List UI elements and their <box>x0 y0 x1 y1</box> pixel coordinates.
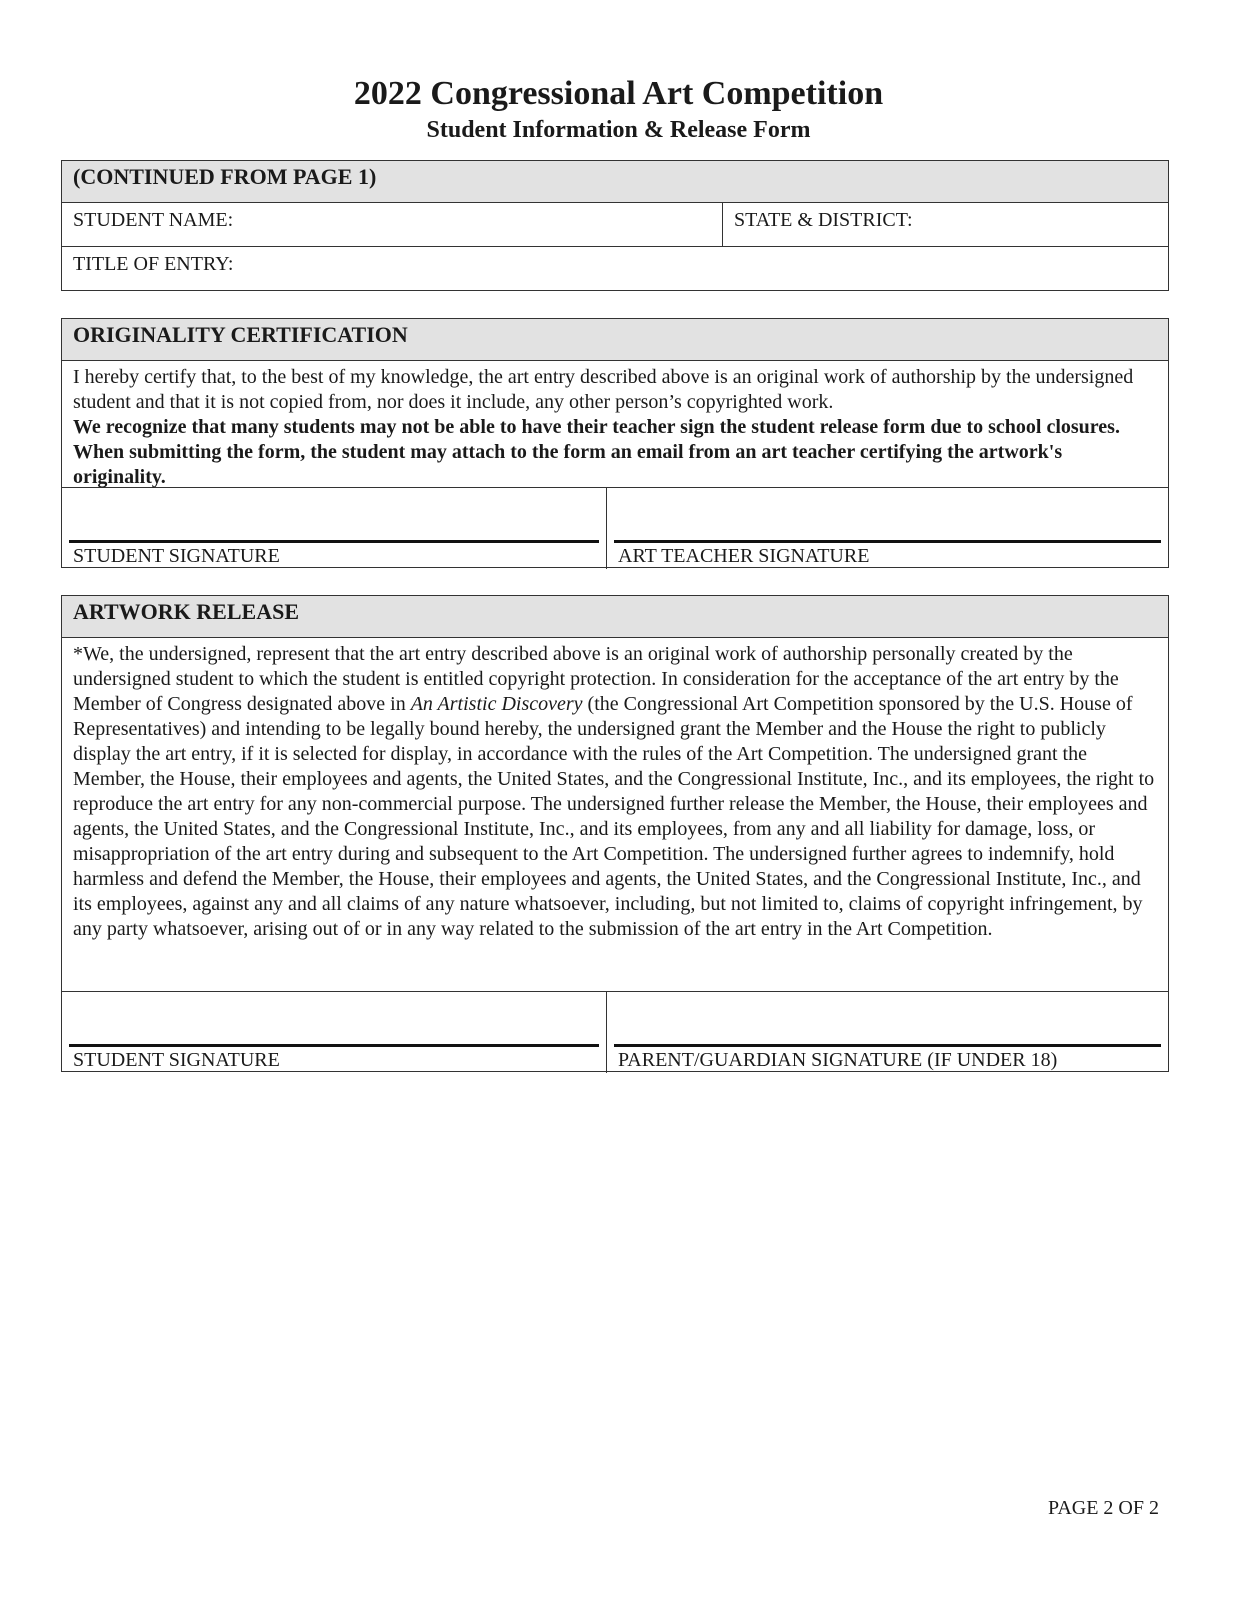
student-name-label: STUDENT NAME: <box>73 209 234 231</box>
art-teacher-signature-label: ART TEACHER SIGNATURE <box>618 545 870 567</box>
art-teacher-signature-field[interactable] <box>607 488 1168 569</box>
student-signature-label: STUDENT SIGNATURE <box>73 545 280 567</box>
signature-line <box>614 1044 1161 1047</box>
release-student-signature-field[interactable] <box>62 992 607 1073</box>
originality-statement: I hereby certify that, to the best of my knowledge, the art entry described above is an original work of authorship by the undersigned student and that it is not copied from, nor does it include, any other person’s copyrighted work. <box>73 366 1134 413</box>
parent-guardian-signature-field[interactable] <box>607 992 1168 1073</box>
originality-heading: ORIGINALITY CERTIFICATION <box>62 319 1168 361</box>
release-student-signature-label: STUDENT SIGNATURE <box>73 1049 280 1071</box>
release-signature-row <box>62 991 1168 1073</box>
originality-section <box>61 318 1169 568</box>
state-district-field[interactable] <box>723 203 1168 246</box>
signature-line <box>614 540 1161 543</box>
title-entry-row <box>62 247 1168 290</box>
parent-guardian-signature-label: PARENT/GUARDIAN SIGNATURE (IF UNDER 18) <box>618 1049 1058 1071</box>
title-of-entry-label: TITLE OF ENTRY: <box>73 253 234 275</box>
signature-line <box>69 540 599 543</box>
page-number: PAGE 2 OF 2 <box>1048 1497 1159 1519</box>
artwork-release-heading: ARTWORK RELEASE <box>62 596 1168 638</box>
form-subtitle: Student Information & Release Form <box>426 117 811 143</box>
artwork-release-section <box>61 595 1169 1072</box>
release-text-part1: *We, the undersigned, represent that the art entry described above is an original work of authorship personally created by the undersigned student to which the student is entitled copyright protection. In consideration for the acceptance of the art entry by the Member of Congress designated above in <box>73 643 1119 715</box>
release-text <box>62 638 1168 991</box>
title-of-entry-field[interactable] <box>62 247 1168 290</box>
release-text-part2: (the Congressional Art Competition sponsored by the U.S. House of Representatives) and intending to be legally bound hereby, the undersigned grant the Member and the House the right to publicly display the art entry, if it is selected for display, in accordance with the rules of the Art Competition. The undersigned grant the Member, the House, their employees and agents, the United States, and the Congressional Institute, Inc., and its employees, the right to reproduce the art entry for any non-commercial purpose. The undersigned further release the Member, the House, their employees and agents, the United States, and the Congressional Institute, Inc., and its employees, from any and all liability for damage, loss, or misappropriation of the art entry during and subsequent to the Art Competition. The undersigned further agrees to indemnify, hold harmless and defend the Member, the House, their employees and agents, the United States, and the Congressional Institute, Inc., and its employees, against any and all claims of any nature whatsoever, including, but not limited to, claims of copyright infringement, by any party whatsoever, arising out of or in any way related to the submission of the art entry in the Art Competition. <box>73 693 1155 940</box>
student-signature-field[interactable] <box>62 488 607 569</box>
student-name-field[interactable] <box>62 203 723 246</box>
originality-signature-row <box>62 487 1168 569</box>
student-info-section <box>61 160 1169 291</box>
originality-text <box>62 361 1168 487</box>
form-title: 2022 Congressional Art Competition <box>353 75 884 112</box>
state-district-label: STATE & DISTRICT: <box>734 209 913 231</box>
continued-heading: (CONTINUED FROM PAGE 1) <box>62 161 1168 203</box>
name-district-row <box>62 203 1168 247</box>
originality-notice: We recognize that many students may not be able to have their teacher sign the student release form due to school closures. When submitting the form, the student may attach to the form an email from an art teacher certifying the artwork's originality. <box>73 416 1120 488</box>
signature-line <box>69 1044 599 1047</box>
release-program-name: An Artistic Discovery <box>410 693 583 715</box>
